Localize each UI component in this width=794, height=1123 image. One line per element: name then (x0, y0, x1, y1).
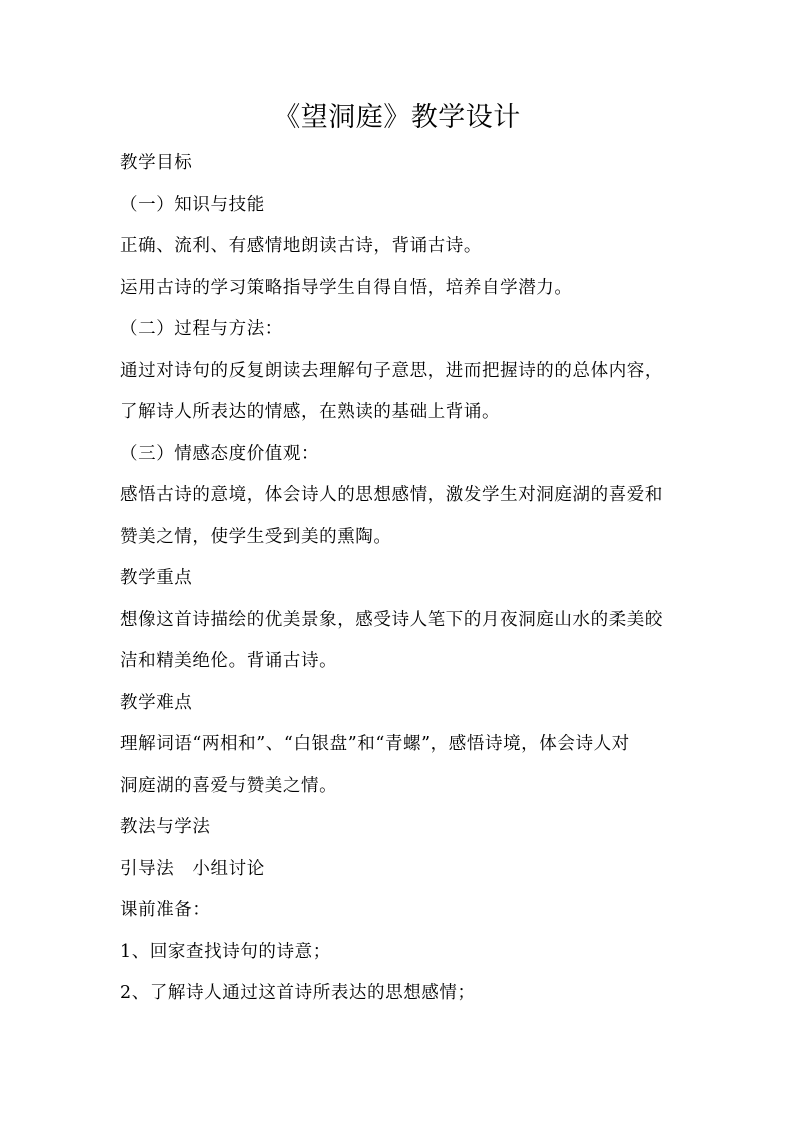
paragraph-line: 运用古诗的学习策略指导学生自得自悟，培养自学潜力。 (120, 277, 573, 298)
paragraph-line: 感悟古诗的意境，体会诗人的思想感情，激发学生对洞庭湖的喜爱和 (120, 485, 663, 505)
paragraph-line: 想像这首诗描绘的优美景象，感受诗人笔下的月夜洞庭山水的柔美皎 (120, 609, 663, 630)
section-heading-key-points: 教学重点 (120, 568, 193, 588)
document-title: 《望洞庭》教学设计 (273, 102, 521, 133)
subheading-knowledge-skills: （一）知识与技能 (120, 194, 265, 215)
document-body (120, 143, 692, 1015)
paragraph-line: 了解诗人所表达的情感，在熟读的基础上背诵。 (120, 402, 501, 422)
paragraph-line: 洞庭湖的喜爱与赞美之情。 (120, 775, 338, 796)
paragraph-line: 引导法 小组讨论 (120, 858, 265, 879)
paragraph-line: 赞美之情，使学生受到美的熏陶。 (120, 526, 392, 547)
paragraph-line: 通过对诗句的反复朗读去理解句子意思，进而把握诗的的总体内容， (120, 360, 663, 381)
section-heading-methods: 教法与学法 (120, 817, 211, 837)
section-heading-teaching-goals: 教学目标 (120, 153, 193, 173)
subheading-process-methods: （二）过程与方法： (120, 319, 283, 339)
list-item: 1、回家查找诗句的诗意； (120, 941, 331, 962)
section-heading-difficulties: 教学难点 (120, 692, 193, 713)
paragraph-line: 洁和精美绝伦。背诵古诗。 (120, 651, 338, 671)
paragraph-line: 理解词语“两相和”、“白银盘”和“青螺”，感悟诗境，体会诗人对 (120, 734, 630, 754)
paragraph-line: 正确、流利、有感情地朗读古诗，背诵古诗。 (120, 236, 482, 256)
section-heading-preparation: 课前准备： (120, 900, 211, 920)
list-item: 2、了解诗人通过这首诗所表达的思想感情； (120, 983, 476, 1003)
subheading-emotion-values: （三）情感态度价值观： (120, 443, 320, 464)
